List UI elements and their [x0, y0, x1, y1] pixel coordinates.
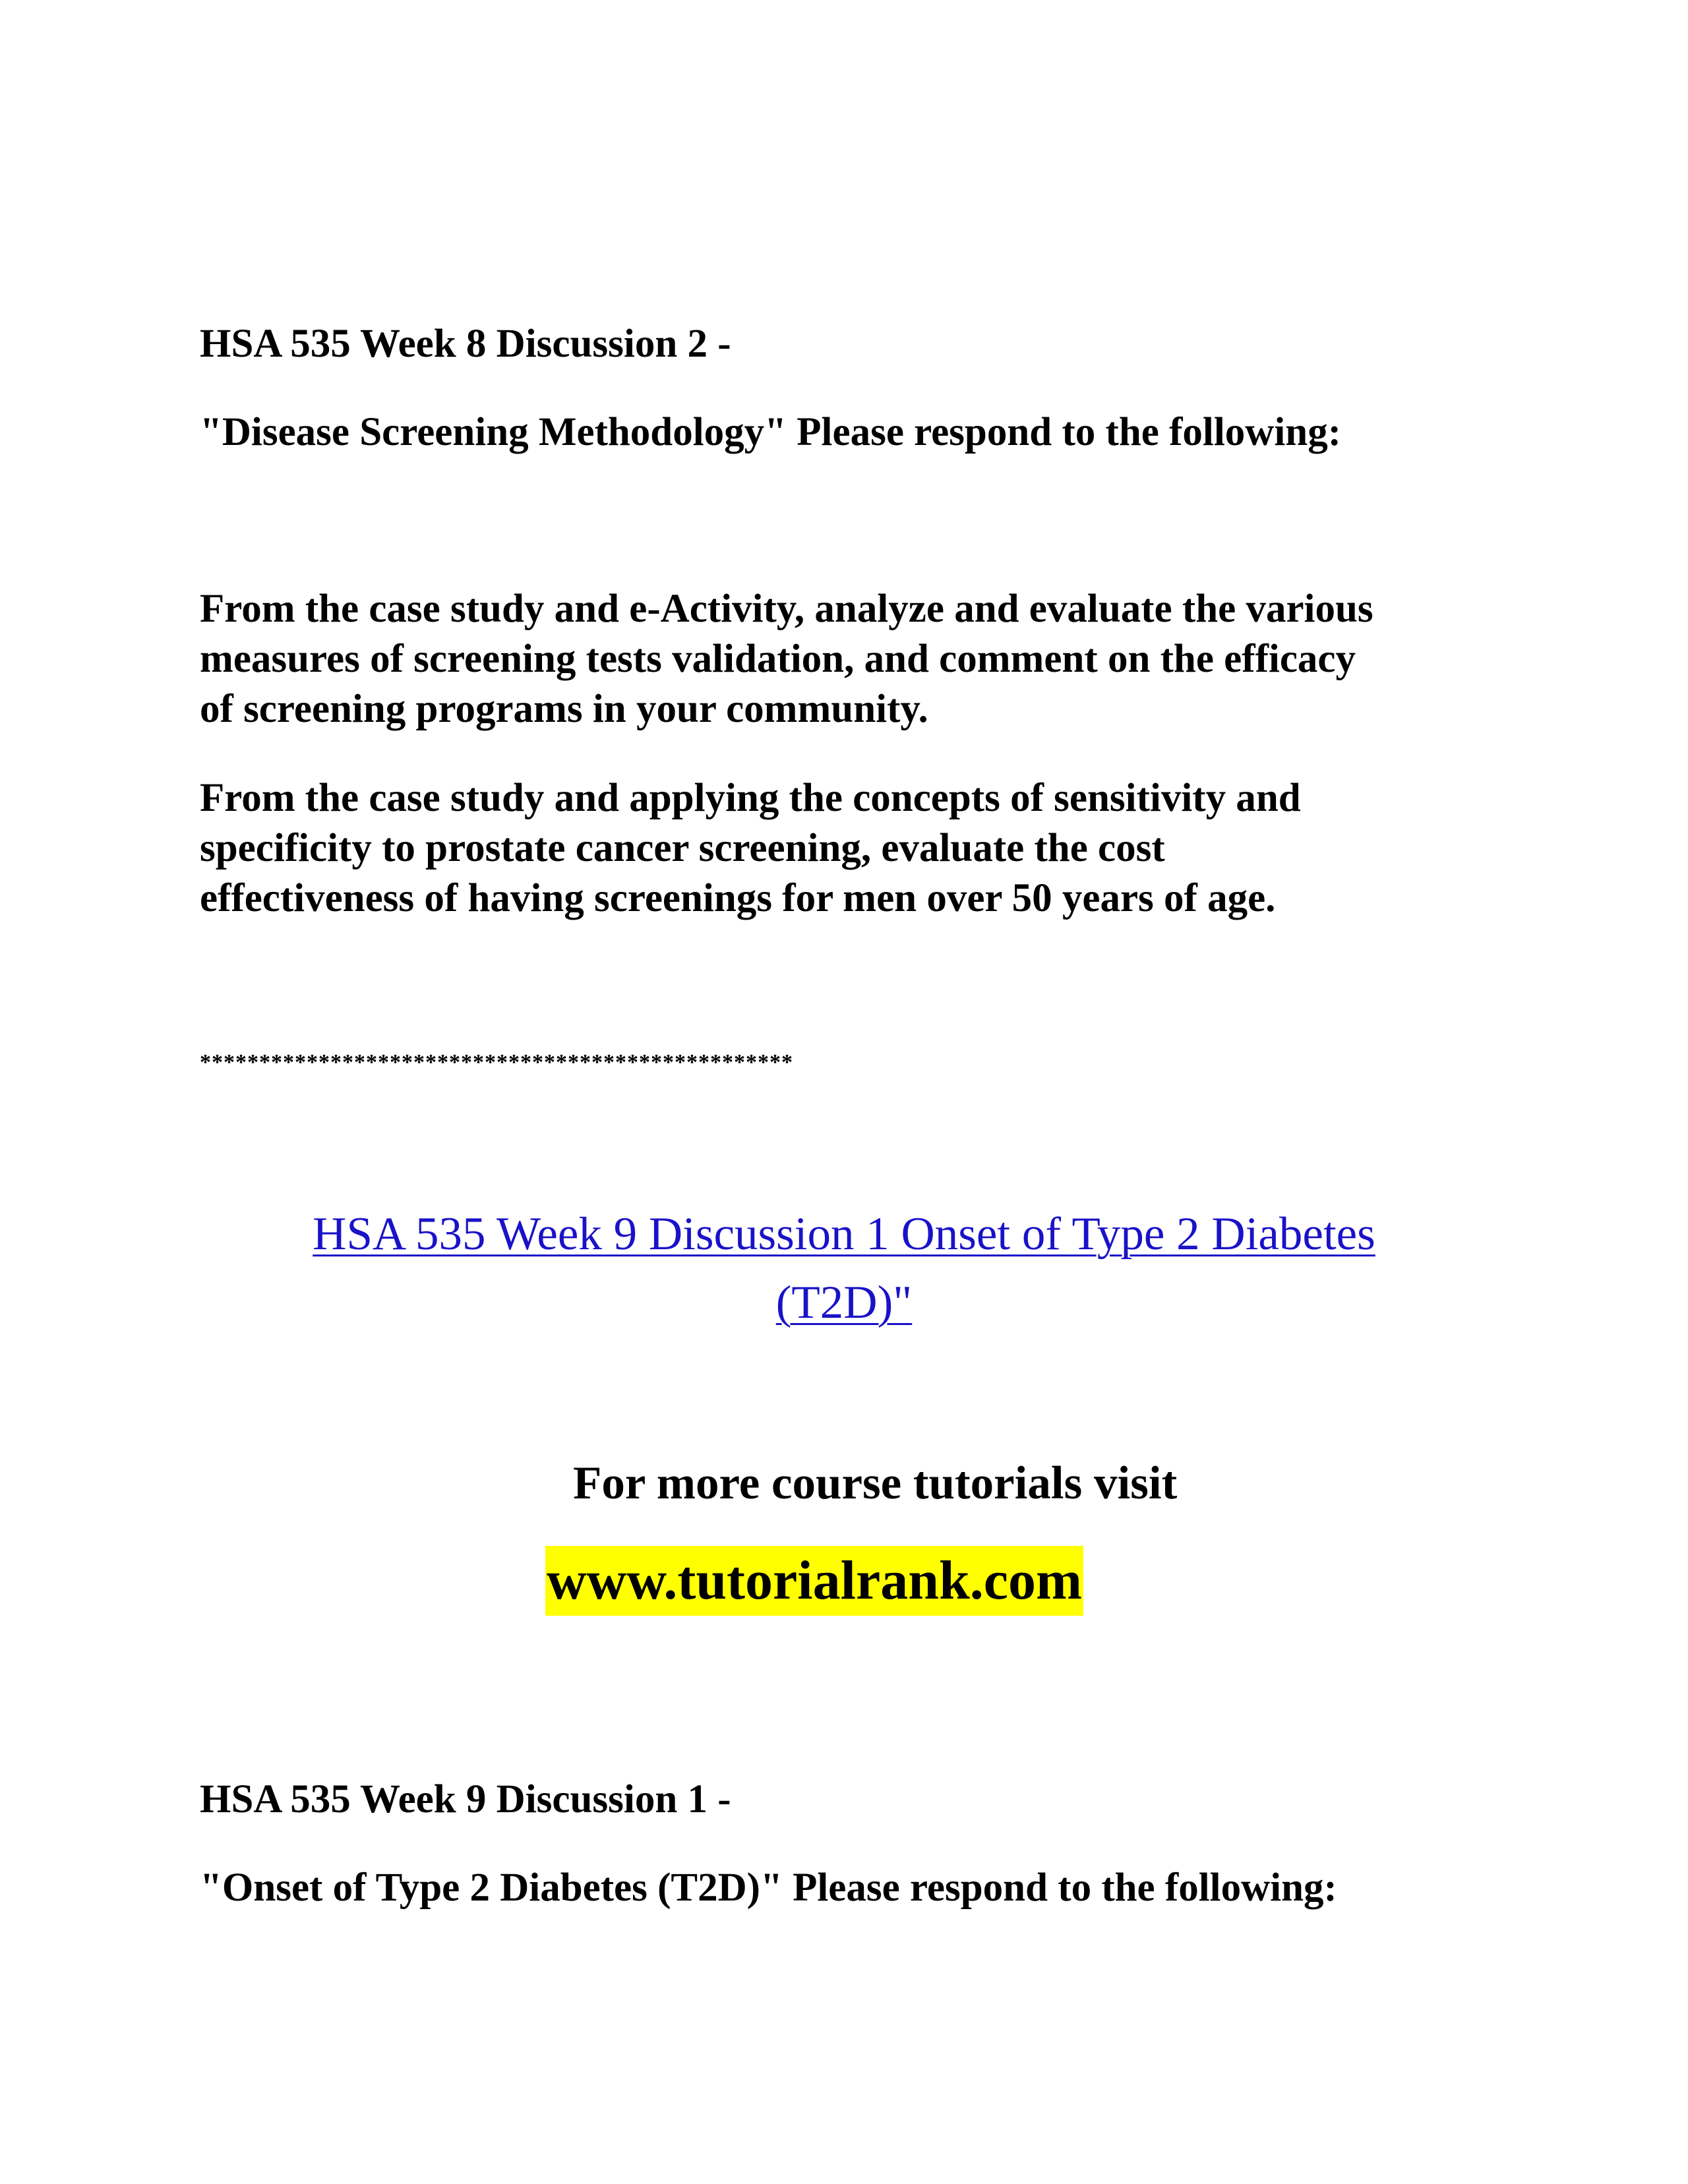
paragraph-line: specificity to prostate cancer screening, evaluate the cost — [200, 826, 1165, 870]
paragraph-line: From the case study and e-Activity, analyze and evaluate the various — [200, 587, 1373, 631]
paragraph-line: of screening programs in your community. — [200, 687, 928, 731]
paragraph-line: measures of screening tests validation, and comment on the efficacy — [200, 637, 1356, 681]
next-discussion-link[interactable]: HSA 535 Week 9 Discussion 1 Onset of Type 2 Diabetes — [313, 1208, 1375, 1260]
discussion-heading-week-8: HSA 535 Week 8 Discussion 2 - — [200, 322, 731, 366]
next-discussion-link-block — [0, 1200, 1688, 1337]
question-paragraph-2 — [200, 773, 1545, 924]
link-line-2-wrapper — [0, 1268, 1688, 1337]
discussion-prompt-diabetes: "Onset of Type 2 Diabetes (T2D)" Please respond to the following: — [200, 1866, 1337, 1910]
next-discussion-link-continuation[interactable]: (T2D)" — [775, 1277, 913, 1328]
link-line-1-wrapper — [0, 1200, 1688, 1268]
promo-website-link[interactable]: www.tutorialrank.com — [545, 1546, 1083, 1616]
asterisk-separator: ************************************************** — [200, 1050, 793, 1075]
discussion-heading-week-9: HSA 535 Week 9 Discussion 1 - — [200, 1777, 731, 1821]
question-paragraph-1 — [200, 584, 1545, 734]
discussion-prompt-disease-screening: "Disease Screening Methodology" Please respond to the following: — [200, 410, 1342, 454]
paragraph-line: effectiveness of having screenings for men over 50 years of age. — [200, 876, 1276, 920]
paragraph-line: From the case study and applying the concepts of sensitivity and — [200, 776, 1301, 820]
promo-text: For more course tutorials visit — [573, 1458, 1178, 1509]
